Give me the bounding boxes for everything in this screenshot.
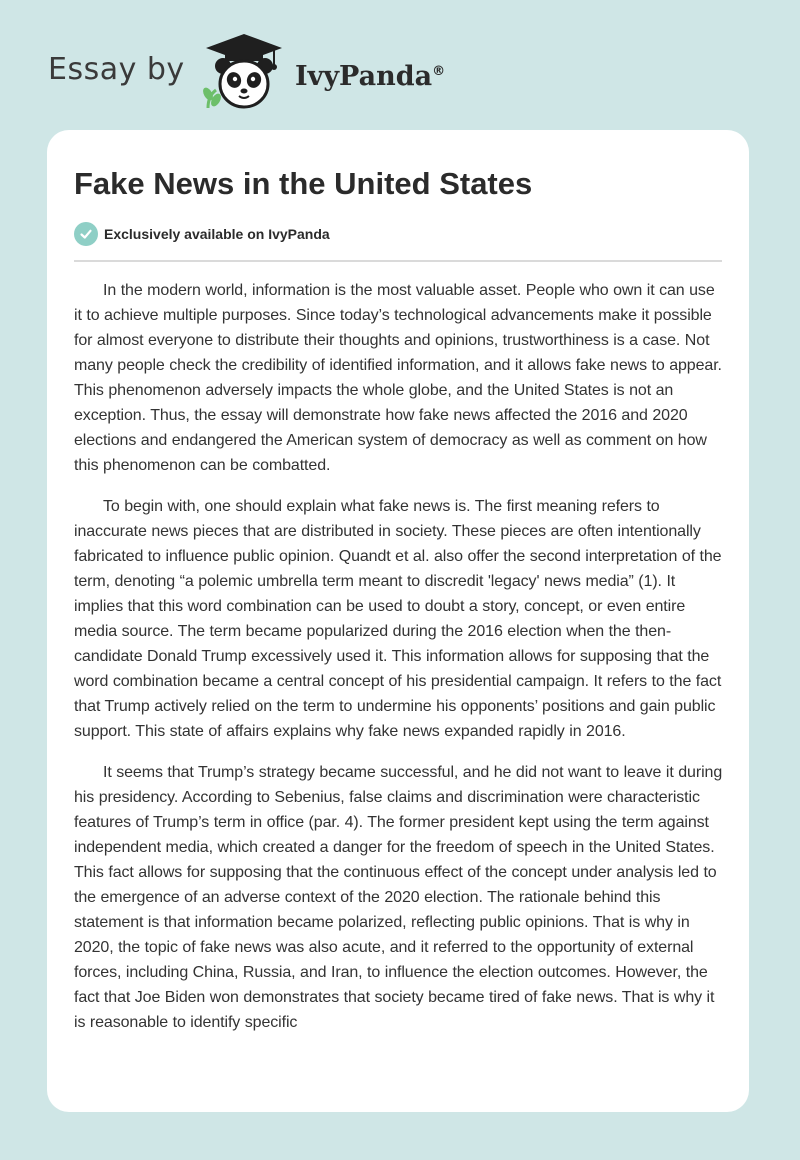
exclusive-label: Exclusively available on IvyPanda [104, 226, 330, 242]
registered-mark: ® [432, 64, 446, 79]
brand-name[interactable] [295, 52, 445, 97]
paragraph: It seems that Trump’s strategy became successful, and he did not want to leave it during his presidency. According to Sebenius, false claims and discrimination were characteristic features of Trump’s term in office (par. 4). The former president kept using the term against independent media, which created a danger for the freedom of speech in the United States. This fact allows for supposing that the continuous effect of the concept under analysis led to the emergence of an adverse context of the 2020 election. The rationale behind this statement is that information became polarized, reflecting public opinions. That is why in 2020, the topic of fake news was also acute, and it referred to the opportunity of external forces, including China, Russia, and Iran, to influence the election outcomes. However, the fact that Joe Biden won demonstrates that society became tired of fake news. That is why it is reasonable to identify specific [74, 764, 723, 1031]
paragraph: In the modern world, information is the most valuable asset. People who own it can use it to achieve multiple purposes. Since today’s technological advancements make it possible for almost everyone to distribute their thoughts and opinions, trustworthiness is a case. Not many people check the credibility of identified information, and it allows fake news to appear. This phenomenon adversely impacts the whole globe, and the United States is not an exception. Thus, the essay will demonstrate how fake news affected the 2016 and 2020 elections and endangered the American system of democracy as well as comment on how this phenomenon can be combatted. [74, 282, 722, 474]
site-header [0, 0, 800, 130]
essay-card [47, 130, 749, 1112]
paragraph: To begin with, one should explain what fake news is. The first meaning refers to inaccurate news pieces that are distributed in society. These pieces are often intentionally fabricated to influence public opinion. Quandt et al. also offer the second interpretation of the term, denoting “a polemic umbrella term meant to discredit 'legacy' news media” (1). It implies that this word combination can be used to doubt a story, concept, or even entire media source. The term became popularized during the 2016 election when the then-candidate Donald Trump excessively used it. This information allows for supposing that the word combination became a central concept of his presidential campaign. It refers to the fact that Trump actively relied on the term to undermine his opponents’ positions and gain public support. This state of affairs explains why fake news expanded rapidly in 2016. [74, 498, 722, 740]
panda-logo-icon[interactable] [196, 32, 292, 112]
essay-body [74, 278, 726, 1051]
check-circle-icon [74, 222, 98, 246]
exclusive-badge [74, 222, 330, 246]
essay-by-label: Essay by [48, 52, 185, 87]
essay-title: Fake News in the United States [74, 166, 533, 201]
brand-name-text: IvyPanda [295, 61, 433, 92]
divider [74, 260, 722, 262]
